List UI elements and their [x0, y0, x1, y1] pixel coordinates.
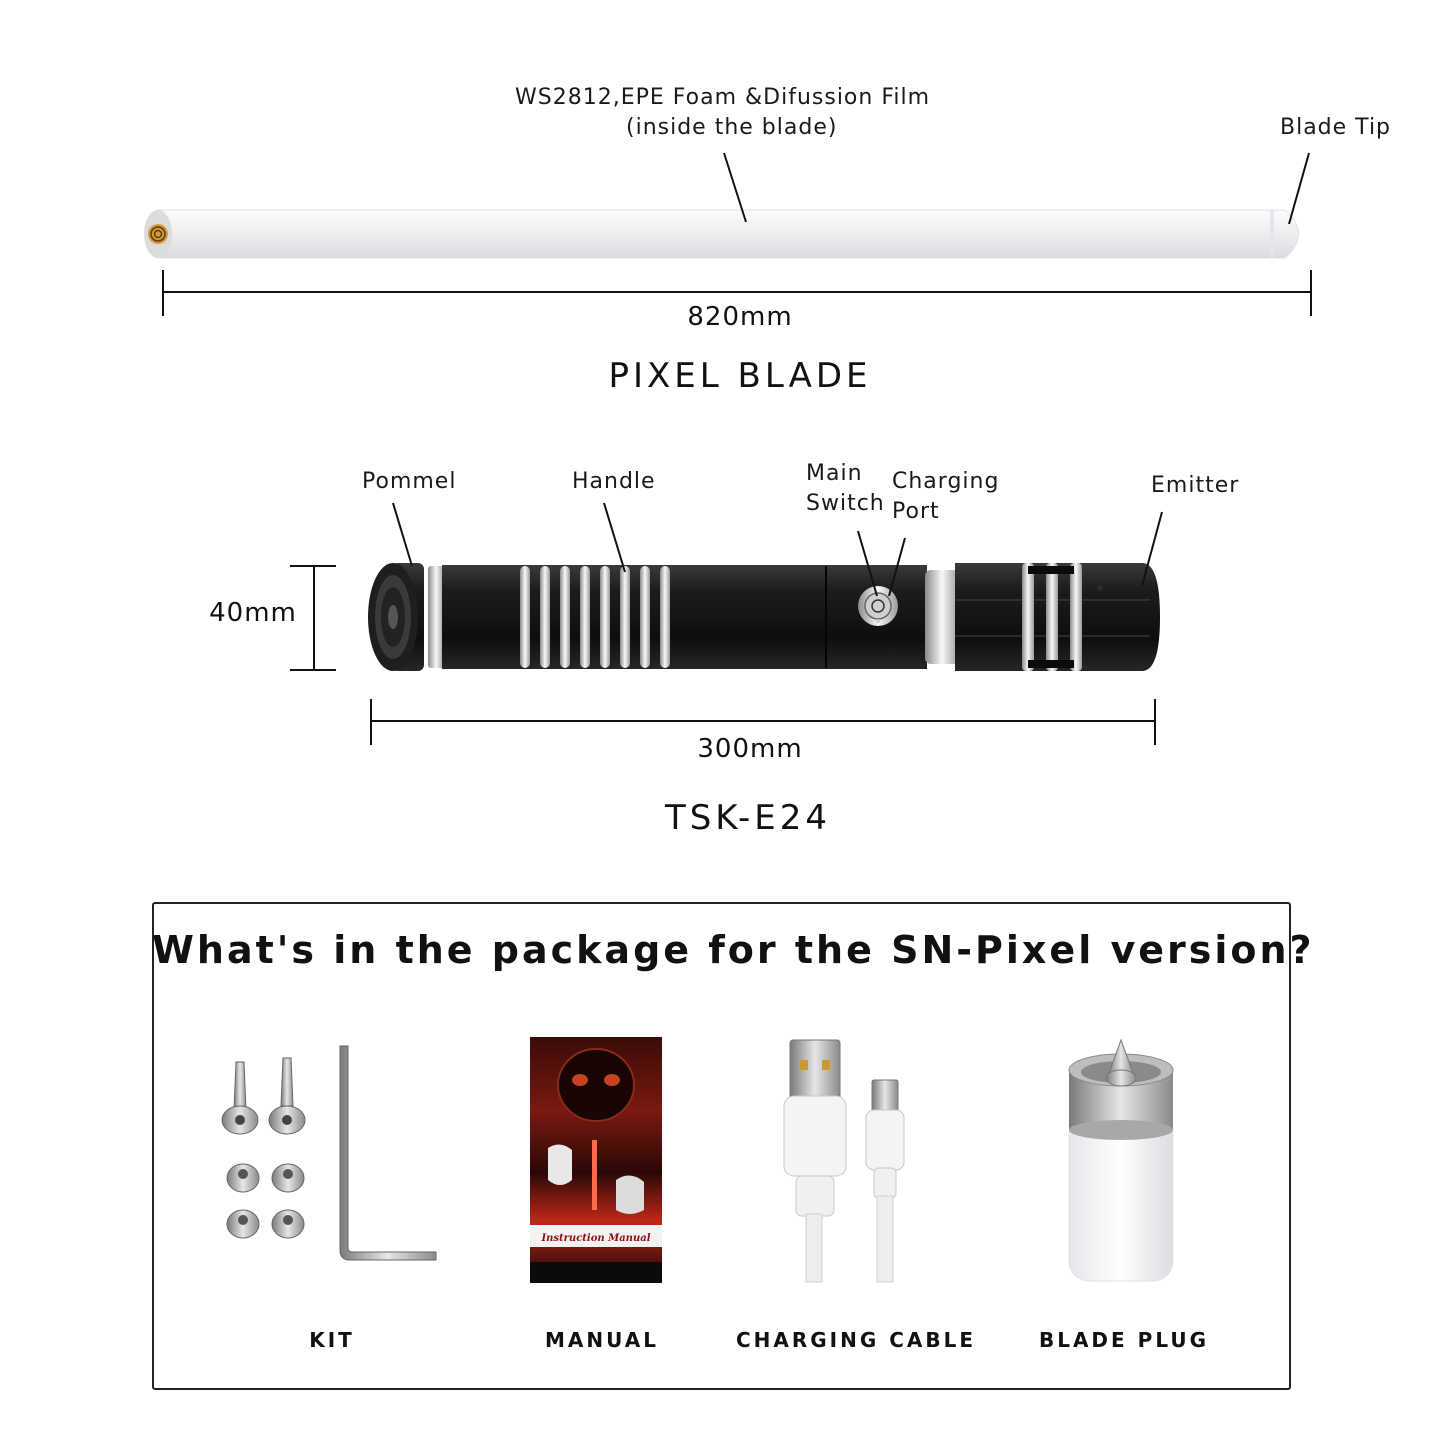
manual-cover-text: Instruction Manual	[541, 1233, 651, 1244]
pommel-leader-line	[393, 503, 412, 566]
charging-port-label-line2: Port	[892, 499, 940, 524]
usb-cable-icon	[784, 1040, 904, 1282]
package-item-manual-label: MANUAL	[545, 1328, 659, 1352]
pixel-blade	[158, 210, 1299, 258]
pommel	[368, 563, 444, 671]
blade-length-label: 820mm	[687, 302, 793, 332]
package-title: What's in the package for the SN-Pixel version?	[152, 928, 1315, 972]
hilt-diameter-label: 40mm	[209, 598, 297, 628]
emitter-neck-ring	[925, 570, 959, 664]
handle	[442, 565, 927, 669]
blade-tip-leader-line	[1289, 153, 1309, 224]
blade-tip-label: Blade Tip	[1280, 115, 1392, 140]
package-item-kit-label: KIT	[309, 1328, 355, 1352]
emitter	[955, 563, 1160, 671]
hilt-model-title: TSK-E24	[664, 798, 832, 838]
charging-port-label-line1: Charging	[892, 469, 1000, 494]
main-switch-label-line1: Main	[806, 461, 863, 486]
screws-allen-key-icon	[222, 1046, 436, 1260]
handle-leader-line	[604, 503, 625, 572]
blade-inner-label-line2: (inside the blade)	[626, 115, 838, 140]
pommel-label: Pommel	[362, 469, 457, 494]
emitter-label: Emitter	[1151, 473, 1240, 498]
blade-illustration	[0, 0, 1445, 400]
blade-inner-label-line1: WS2812,EPE Foam &Difussion Film	[515, 85, 931, 110]
main-switch-icon	[858, 586, 898, 626]
blade-plug-icon	[1069, 1040, 1173, 1281]
hilt-illustration	[0, 420, 1445, 780]
package-item-charging-cable-label: CHARGING CABLE	[735, 1328, 977, 1352]
blade-title: PIXEL BLADE	[608, 356, 872, 396]
handle-label: Handle	[572, 469, 656, 494]
hilt-diameter-dimension	[290, 566, 336, 670]
package-items-illustration	[0, 1020, 1445, 1320]
instruction-manual-icon	[530, 1037, 662, 1283]
main-switch-label-line2: Switch	[806, 491, 885, 516]
package-item-blade-plug-label: BLADE PLUG	[1038, 1328, 1210, 1352]
hilt-length-label: 300mm	[697, 734, 803, 764]
blade-connector-icon	[144, 210, 172, 258]
